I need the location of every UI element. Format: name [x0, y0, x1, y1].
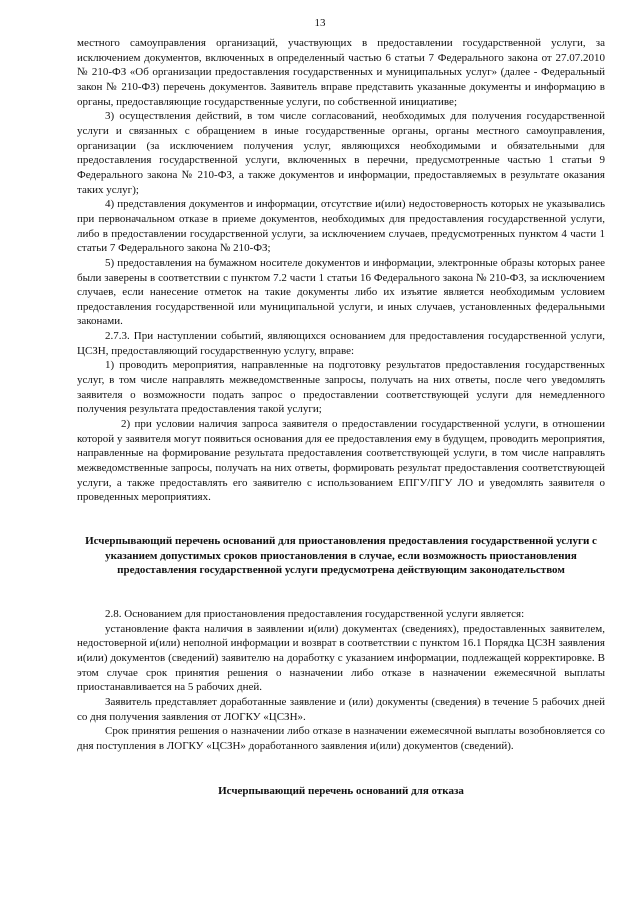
page-number: 13: [314, 17, 326, 29]
paragraph-item-4: 4) представления документов и информации, отсутствие и(или) недостоверность которых не указывались при первоначальном отказе в приеме документов, необходимых для предоставления государственной услуги, либо в предоставлении государственной услуги, за исключением случаев, предусмотренных пунктом 4 части 1 статьи 7 Федерального закона № 210-ФЗ;: [77, 198, 605, 255]
paragraph-applicant-revision: Заявитель представляет доработанные заявление и (или) документы (сведения) в течение 5 рабочих дней со дня получения заявления от ЛОГКУ «ЦСЗН».: [77, 695, 605, 723]
section-heading-refusal: Исчерпывающий перечень оснований для отказа: [218, 784, 464, 797]
document-body: [77, 36, 605, 798]
section-heading-suspension: Исчерпывающий перечень оснований для приостановления предоставления государственной услуги с указанием допустимых сроков приостановления в случае, если возможность приостановления предоставления государственной услуги предусмотрена действующим законодательством: [85, 535, 597, 577]
paragraph-2-7-3-item-1: 1) проводить мероприятия, направленные на подготовку результатов предоставления государственных услуг, в том числе направлять межведомственные запросы, получать на них ответы, после чего уведомлять заявителя о возможности подать запрос о предоставлении соответствующей услуги для немедленного получения результата предоставления такой услуги;: [77, 359, 605, 416]
paragraph-2-7-3: 2.7.3. При наступлении событий, являющихся основанием для предоставления государственной услуги, ЦСЗН, предоставляющий государственную услугу, вправе:: [77, 330, 605, 357]
spacer: [77, 754, 605, 784]
paragraph-item-5: 5) предоставления на бумажном носителе документов и информации, электронные образы которых ранее были заверены в соответствии с пунктом 7.2 части 1 статьи 16 Федерального закона № 210-ФЗ, за исключением случаев, если нанесение отметок на такие документы либо их изъятие является необходимым условием предоставления государственной или муниципальной услуги, и иных случаев, установленных федеральными законами.: [77, 256, 605, 328]
paragraph-2-7-3-item-2: 2) при условии наличия запроса заявителя о предоставлении государственной услуги, в отношении которой у заявителя могут появиться основания для ее предоставления ему в будущем, проводить мероприятия, направленные на формирование результата предоставления соответствующей услуги, в том числе направлять межведомственные запросы, получать на них ответы, формировать результат предоставления соответствующей услуги, а также предоставлять его заявителю с использованием ЕПГУ/ПГУ ЛО и уведомлять заявителя о проведенных мероприятиях.: [77, 418, 605, 504]
spacer: [77, 578, 605, 607]
paragraph-suspension-fact: установление факта наличия в заявлении и(или) документах (сведениях), предоставленных заявителем, недостоверной и(или) неполной информации и возврат в соответствии с пунктом 16.1 Порядка ЦСЗН заявления и(или) документов (сведений) заявителю на доработку с указанием информации, подлежащей корректировке. В этом случае срок принятия решения о назначении либо отказе в назначении ежемесячной выплаты приостанавливается на 5 рабочих дней.: [77, 622, 605, 694]
paragraph-2-8: 2.8. Основанием для приостановления предоставления государственной услуги является:: [105, 607, 525, 620]
spacer: [77, 505, 605, 534]
paragraph-term-resumption: Срок принятия решения о назначении либо отказе в назначении ежемесячной выплаты возобновляется со дня поступления в ЛОГКУ «ЦСЗН» доработанного заявления и(или) документов (сведений).: [77, 725, 605, 752]
paragraph-continuation: местного самоуправления организаций, участвующих в предоставлении государственной услуги, за исключением документов, включенных в определенный частью 6 статьи 7 Федерального закона от 27.07.2010 № 210-ФЗ «Об организации предоставления государственных и муниципальных услуг» (далее - Федеральный закон № 210-ФЗ) перечень документов. Заявитель вправе представить указанные документы и информацию в органы, предоставляющие государственные услуги, по собственной инициативе;: [77, 37, 605, 108]
paragraph-item-3: 3) осуществления действий, в том числе согласований, необходимых для получения государственной услуги и связанных с обращением в иные государственные органы, органы местного самоуправления, организации (за исключением получения услуг, являющихся необходимыми и обязательными для предоставления государственной услуги, включенных в перечни, предусмотренные частью 1 статьи 9 Федерального закона № 210-ФЗ, а также документов и информации, предоставляемых в результате оказания таких услуг);: [77, 110, 605, 196]
